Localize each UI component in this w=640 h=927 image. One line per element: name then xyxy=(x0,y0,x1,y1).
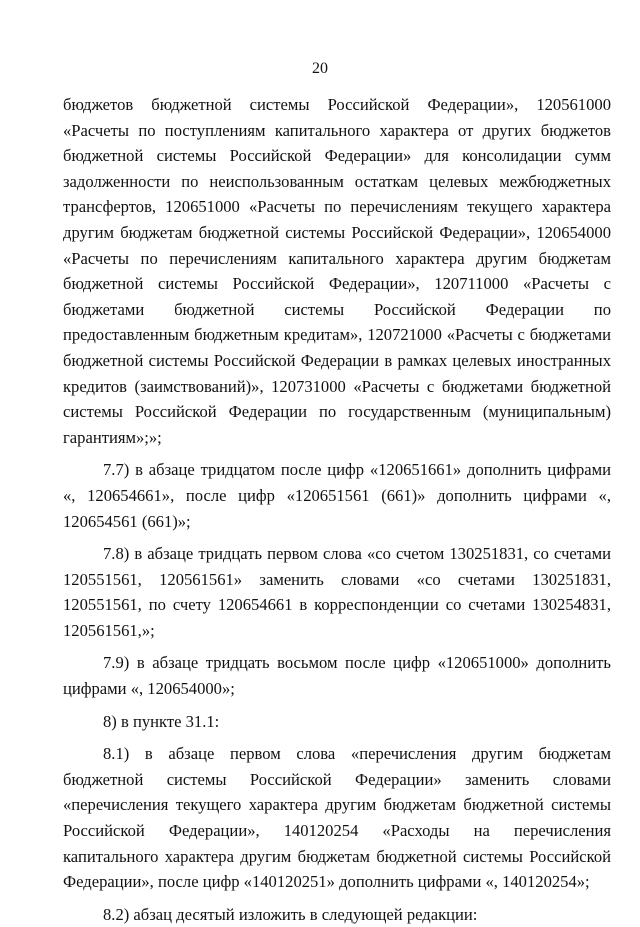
paragraph-continued: бюджетов бюджетной системы Российской Федерации», 120561000 «Расчеты по поступлениям капитального характера от других бюджетов бюджетной системы Российской Федерации» для консолидации сумм задолженности по неиспользованным остаткам целевых межбюджетных трансфертов, 120651000 «Расчеты по перечислениям текущего характера другим бюджетам бюджетной системы Российской Федерации», 120654000 «Расчеты по перечислениям капитального характера другим бюджетам бюджетной системы Российской Федерации», 120711000 «Расчеты с бюджетами бюджетной системы Российской Федерации по предоставленным бюджетным кредитам», 120721000 «Расчеты с бюджетами бюджетной системы Российской Федерации в рамках целевых иностранных кредитов (заимствований)», 120731000 «Расчеты с бюджетами бюджетной системы Российской Федерации по государственным (муниципальным) гарантиям»;»; xyxy=(63,95,611,447)
paragraph-8-1: 8.1) в абзаце первом слова «перечисления другим бюджетам бюджетной системы Российской Федерации» заменить словами «перечисления текущего характера другим бюджетам бюджетной системы Российской Федерации», 140120254 «Расходы на перечисления капитального характера другим бюджетам бюджетной системы Российской Федерации», после цифр «140120251» дополнить цифрами «, 140120254»; xyxy=(63,744,611,892)
document-body xyxy=(63,92,611,927)
paragraph-7-7: 7.7) в абзаце тридцатом после цифр «120651661» дополнить цифрами «, 120654661», после цифр «120651561 (661)» дополнить цифрами «, 120654561 (661)»; xyxy=(63,460,611,531)
paragraph-8: 8) в пункте 31.1: xyxy=(103,711,220,731)
paragraph-7-8: 7.8) в абзаце тридцать первом слова «со счетом 130251831, со счетами 120551561, 120561561» заменить словами «со счетами 130251831, 120551561, по счету 120654661 в корреспонденции со счетами 130254831, 120561561,»; xyxy=(63,544,611,640)
paragraph-8-2: 8.2) абзац десятый изложить в следующей редакции: xyxy=(103,904,478,924)
page-number: 20 xyxy=(312,60,328,77)
paragraph-7-9: 7.9) в абзаце тридцать восьмом после цифр «120651000» дополнить цифрами «, 120654000»; xyxy=(63,653,611,699)
